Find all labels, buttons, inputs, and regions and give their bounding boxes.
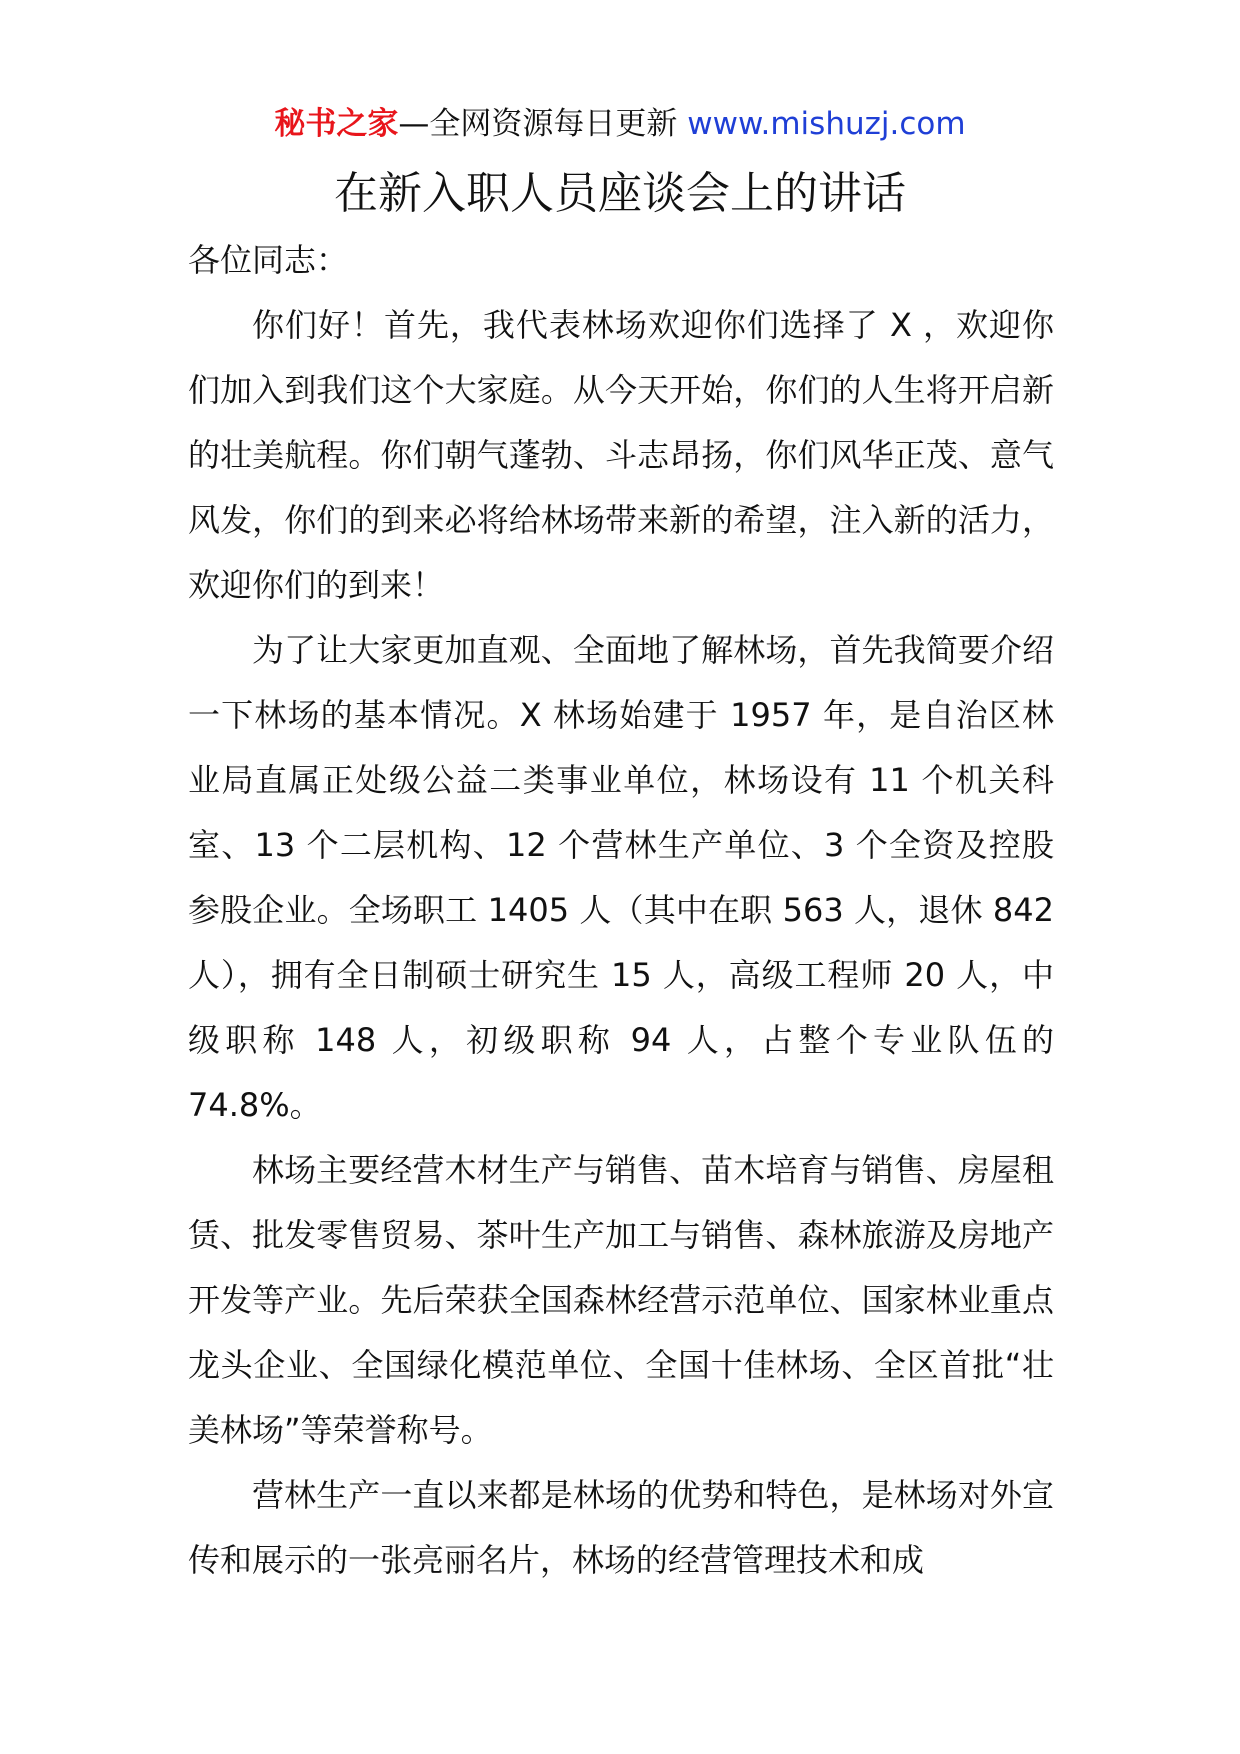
document-body: [188, 228, 1054, 1593]
site-brand: 秘书之家: [274, 106, 399, 142]
paragraph-welcome: 你们好！首先，我代表林场欢迎你们选择了 X ，欢迎你们加入到我们这个大家庭。从今天开始，你们的人生将开启新的壮美航程。你们朝气蓬勃、斗志昂扬，你们风华正茂、意气风发，你们的到来必将给林场带来新的希望，注入新的活力，欢迎你们的到来！: [188, 306, 1054, 604]
document-title: 在新入职人员座谈会上的讲话: [334, 168, 906, 219]
paragraph-forestry: 营林生产一直以来都是林场的优势和特色，是林场对外宣传和展示的一张亮丽名片，林场的经营管理技术和成: [188, 1476, 1054, 1579]
paragraph-introduction: 为了让大家更加直观、全面地了解林场，首先我简要介绍一下林场的基本情况。X 林场始建于 1957 年，是自治区林业局直属正处级公益二类事业单位，林场设有 11 个机关科室、13 个二层机构、12 个营林生产单位、3 个全资及控股参股企业。全场职工 1405 人（其中在职 563 人，退休 842 人），拥有全日制硕士研究生 15 人，高级工程师 20 人，中级职称 148 人，初级职称 94 人，占整个专业队伍的 74.8%。: [188, 631, 1054, 1124]
salutation: 各位同志：: [188, 241, 349, 279]
site-url-link[interactable]: www.mishuzj.com: [687, 106, 966, 142]
paragraph-business: 林场主要经营木材生产与销售、苗木培育与销售、房屋租赁、批发零售贸易、茶叶生产加工与销售、森林旅游及房地产开发等产业。先后荣获全国森林经营示范单位、国家林业重点龙头企业、全国绿化模范单位、全国十佳林场、全区首批“壮美林场”等荣誉称号。: [188, 1151, 1054, 1449]
site-slogan: —全网资源每日更新: [398, 106, 688, 142]
site-header: [0, 104, 1240, 144]
